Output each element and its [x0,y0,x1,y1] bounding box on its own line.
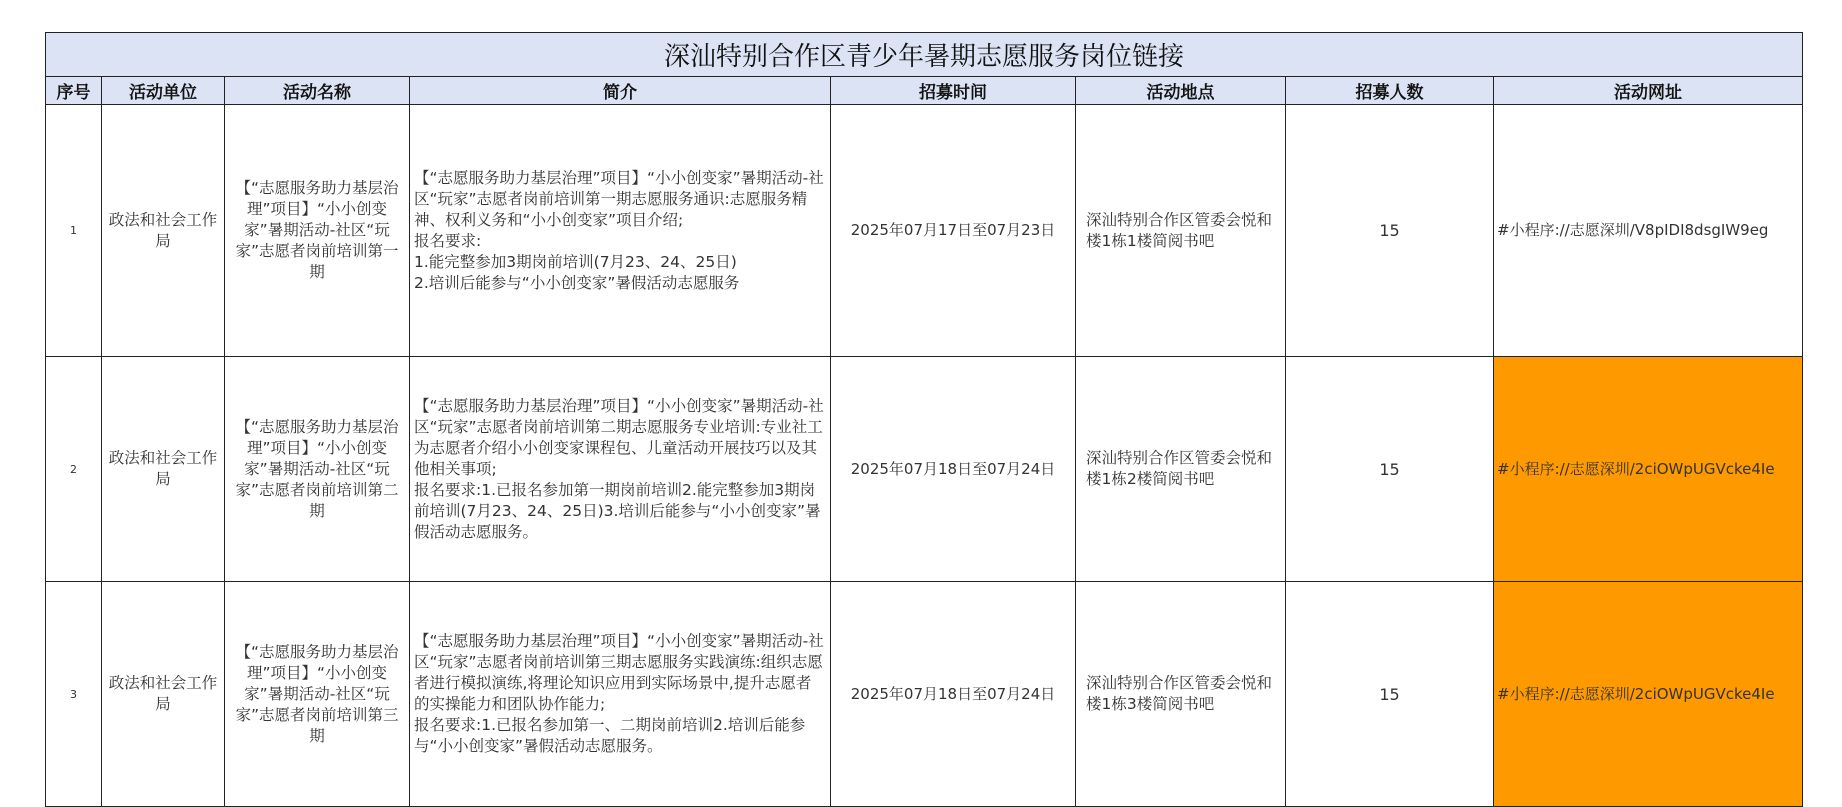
row-activity-name [225,357,410,582]
row-location [1076,582,1286,807]
row-index-text: 2 [70,462,77,476]
row-description [410,105,831,357]
row-activity-name-text: 【“志愿服务助力基层治理”项目】“小小创变家”暑期活动-社区“玩家”志愿者岗前培训第二期 [235,417,399,520]
row-recruit-time [831,582,1076,807]
row-description-text: 【“志愿服务助力基层治理”项目】“小小创变家”暑期活动-社区“玩家”志愿者岗前培训第二期志愿服务专业培训:专业社工为志愿者介绍小小创变家课程包、儿童活动开展技巧以及其他相关事项; 报名要求:1.已报名参加第一期岗前培训2.能完整参加3期岗前培训(7月23、24、25日)3.培训后能参与“小小创变家”暑假活动志愿服务。 [414,396,824,541]
row-location-text: 深汕特别合作区管委会悦和楼1栋3楼简阅书吧 [1086,674,1273,713]
row-recruit-time [831,105,1076,357]
row-activity-name [225,105,410,357]
row-recruit-time-text: 2025年07月18日至07月24日 [850,459,1056,478]
row-recruit-count-text: 15 [1379,459,1400,479]
row-description [410,357,831,582]
row-location [1076,105,1286,357]
row-url-text[interactable]: #小程序://志愿深圳/2ciOWpUGVcke4Ie [1497,459,1775,478]
row-recruit-time-text: 2025年07月17日至07月23日 [850,221,1056,239]
row-location-text: 深汕特别合作区管委会悦和楼1栋2楼简阅书吧 [1086,449,1273,488]
row-description-text: 【“志愿服务助力基层治理”项目】“小小创变家”暑期活动-社区“玩家”志愿者岗前培训第三期志愿服务实践演练:组织志愿者进行模拟演练,将理论知识应用到实际场景中,提升志愿者的实操能力和团队协作能力; 报名要求:1.已报名参加第一、二期岗前培训2.培训后能参与“小小创变家”暑假活动志愿服务。 [414,632,824,755]
row-description-text: 【“志愿服务助力基层治理”项目】“小小创变家”暑期活动-社区“玩家”志愿者岗前培训第一期志愿服务通识:志愿服务精神、权利义务和“小小创变家”项目介绍; 报名要求: 1.能完整参加3期岗前培训(7月23、24、25日) 2.培训后能参与“小小创变家”暑假活动志愿服务 [414,168,824,292]
row-url[interactable] [1494,582,1803,807]
table-row [46,357,1803,582]
header-index: 序号 [46,77,102,105]
table-row [46,105,1803,357]
header-recruit-time: 招募时间 [831,77,1076,105]
row-recruit-count [1286,357,1494,582]
row-org-text: 政法和社会工作局 [108,449,218,488]
table-row [46,582,1803,807]
row-description [410,582,831,807]
volunteer-positions-table [45,32,1803,807]
row-location [1076,357,1286,582]
sheet-title: 深汕特别合作区青少年暑期志愿服务岗位链接 [46,33,1803,77]
row-recruit-time [831,357,1076,582]
row-activity-name [225,582,410,807]
row-recruit-count [1286,582,1494,807]
row-index [46,357,102,582]
row-url-text[interactable]: #小程序://志愿深圳/V8pIDI8dsgIW9eg [1497,221,1769,239]
row-url[interactable] [1494,105,1803,357]
header-recruit-count: 招募人数 [1286,77,1494,105]
header-activity-name: 活动名称 [225,77,410,105]
row-activity-name-text: 【“志愿服务助力基层治理”项目】“小小创变家”暑期活动-社区“玩家”志愿者岗前培训第一期 [235,179,399,281]
header-description: 简介 [410,77,831,105]
row-recruit-count [1286,105,1494,357]
row-recruit-count-text: 15 [1379,684,1400,704]
row-org-text: 政法和社会工作局 [108,210,218,250]
row-org [102,582,225,807]
row-index [46,582,102,807]
row-index-text: 1 [70,224,77,237]
row-location-text: 深汕特别合作区管委会悦和楼1栋1楼简阅书吧 [1086,210,1273,250]
row-url[interactable] [1494,357,1803,582]
header-org: 活动单位 [102,77,225,105]
row-org [102,105,225,357]
row-org-text: 政法和社会工作局 [108,674,218,713]
header-location: 活动地点 [1076,77,1286,105]
row-recruit-time-text: 2025年07月18日至07月24日 [850,684,1056,703]
header-url: 活动网址 [1494,77,1803,105]
header-row [46,77,1803,105]
row-org [102,357,225,582]
row-index-text: 3 [70,687,77,701]
row-recruit-count-text: 15 [1379,221,1400,240]
row-index [46,105,102,357]
row-url-text[interactable]: #小程序://志愿深圳/2ciOWpUGVcke4Ie [1497,684,1775,703]
row-activity-name-text: 【“志愿服务助力基层治理”项目】“小小创变家”暑期活动-社区“玩家”志愿者岗前培训第三期 [235,642,399,745]
